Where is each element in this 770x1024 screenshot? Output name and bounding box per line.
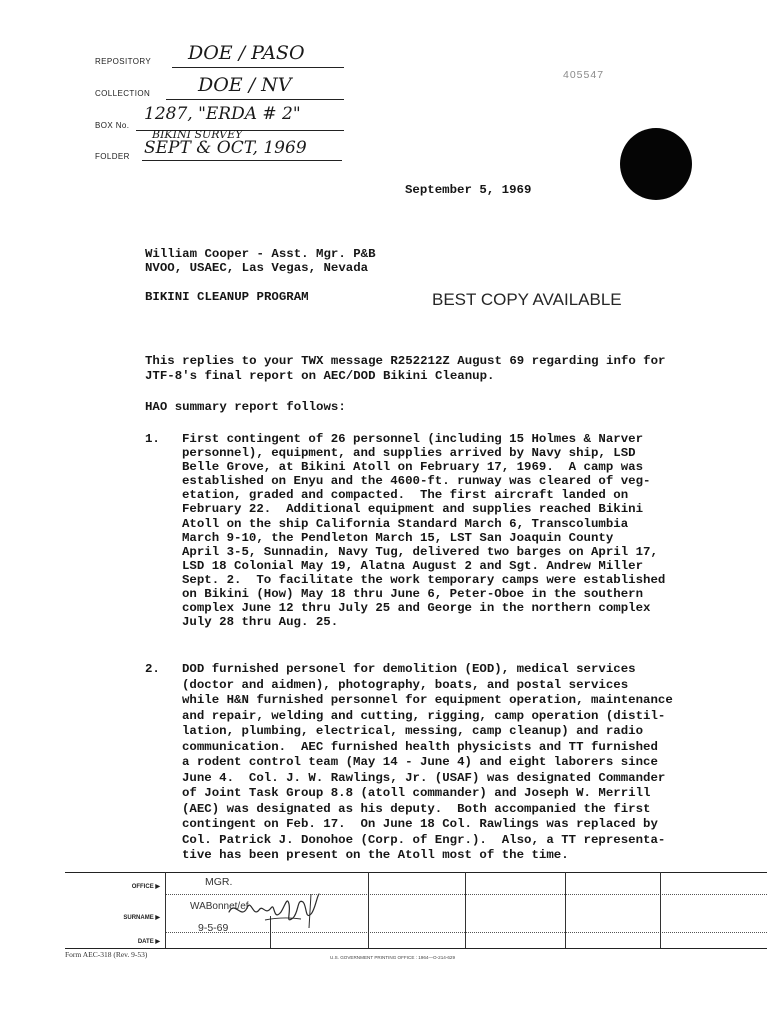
routing-block [0,868,770,958]
best-copy-stamp: BEST COPY AVAILABLE [432,290,622,309]
item-line: established on Enyu and the 4600-ft. runway was cleared of veg- [182,474,651,489]
item-line: on Bikini (How) May 18 thru June 6, Peter-Oboe in the southern [182,587,644,602]
item-number: 2. [145,662,160,676]
letter-date: September 5, 1969 [405,183,532,197]
routing-column-rule [465,872,466,948]
item-line: July 28 thru Aug. 25. [182,615,339,630]
box-value: 1287, "ERDA # 2" [144,104,301,124]
black-circle-mark [620,128,692,200]
item-number: 1. [145,432,160,446]
subject-line: BIKINI CLEANUP PROGRAM [145,290,309,304]
item-line: Atoll on the ship California Standard March 6, Transcolumbia [182,516,629,531]
item-line: of Joint Task Group 8.8 (atoll commander) and Joseph W. Merrill [182,786,651,800]
item-line: June 4. Col. J. W. Rawlings, Jr. (USAF) was designated Commander [182,770,666,785]
summary-heading: HAO summary report follows: [145,400,346,414]
printer-imprint: U.S. GOVERNMENT PRINTING OFFICE : 1964—O-214-629 [330,955,455,960]
office-label: OFFICE ▶ [131,884,160,890]
item-line: March 9-10, the Pendleton March 15, LST San Joaquin County [182,530,614,545]
date-label: DATE ▶ [137,939,160,945]
item-body [182,662,673,864]
folder-rule [142,160,342,161]
item-line: Belle Grove, at Bikini Atoll on February 17, 1969. A camp was [182,460,644,475]
collection-rule [166,99,344,100]
item-line: (AEC) was designated as his deputy. Both accompanied the first [182,801,651,816]
routing-bottom-rule [65,948,767,949]
routing-column-rule [368,872,369,948]
routing-row-rule [165,932,767,933]
item-line: personnel), equipment, and supplies arrived by Navy ship, LSD [182,446,636,461]
intro-line: This replies to your TWX message R252212Z August 69 regarding info for [145,354,666,368]
intro-line: JTF-8's final report on AEC/DOD Bikini Cleanup. [145,369,495,383]
item-line: and repair, welding and cutting, rigging, camp operation (distil- [182,708,666,723]
folder-value: SEPT & OCT, 1969 [144,138,307,158]
item-line: etation, graded and compacted. The first aircraft landed on [182,488,629,503]
signature [225,890,325,932]
item-line: Col. Patrick J. Donohoe (Corp. of Engr.). Also, a TT representa- [182,832,666,847]
item-line: complex June 12 thru July 25 and George in the northern complex [182,601,651,616]
item-line: lation, plumbing, electrical, messing, camp cleanup) and radio [182,724,644,738]
office-value: MGR. [205,876,233,888]
item-line: tive has been present on the Atoll most of the time. [182,848,569,862]
routing-column-rule [165,872,166,948]
item-line: communication. AEC furnished health physicists and TT furnished [182,739,658,754]
item-line: (doctor and aidmen), photography, boats, and postal services [182,677,629,692]
collection-value: DOE / NV [198,74,292,96]
folder-title: BIKINI SURVEY [152,128,243,141]
repository-rule [172,67,344,68]
item-line: DOD furnished personel for demolition (EOD), medical services [182,662,636,676]
archive-stamp [0,0,360,170]
recipient-line-1: William Cooper - Asst. Mgr. P&B [145,247,376,261]
item-line: First contingent of 26 personnel (including 15 Holmes & Narver [182,432,644,446]
surname-value: WABonnet/ef [190,901,249,912]
form-number: Form AEC-318 (Rev. 9-53) [65,950,148,959]
collection-label: COLLECTION [95,89,151,98]
surname-label: SURNAME ▶ [123,915,160,921]
routing-column-rule [660,872,661,948]
item-line: April 3-5, Sunnadin, Navy Tug, delivered two barges on April 17, [182,544,658,559]
folder-label: FOLDER [95,152,130,161]
routing-top-rule [65,872,767,873]
recipient-line-2: NVOO, USAEC, Las Vegas, Nevada [145,261,369,275]
repository-value: DOE / PASO [188,42,305,64]
item-body [182,432,665,629]
item-line: a rodent control team (May 14 - June 4) and eight laborers since [182,755,658,769]
routing-column-rule [565,872,566,948]
item-line: Sept. 2. To facilitate the work temporary camps were established [182,572,666,587]
intro-paragraph [145,354,666,384]
item-line: February 22. Additional equipment and supplies reached Bikini [182,502,644,517]
item-line: contingent on Feb. 17. On June 18 Col. Rawlings was replaced by [182,817,658,831]
item-line: while H&N furnished personnel for equipment operation, maintenance [182,693,673,707]
box-label: BOX No. [95,121,130,130]
document-number: 405547 [563,69,605,81]
repository-label: REPOSITORY [95,57,152,66]
item-line: LSD 18 Colonial May 19, Alatna August 2 and Sgt. Andrew Miller [182,558,644,573]
date-value: 9-5-69 [198,922,229,934]
